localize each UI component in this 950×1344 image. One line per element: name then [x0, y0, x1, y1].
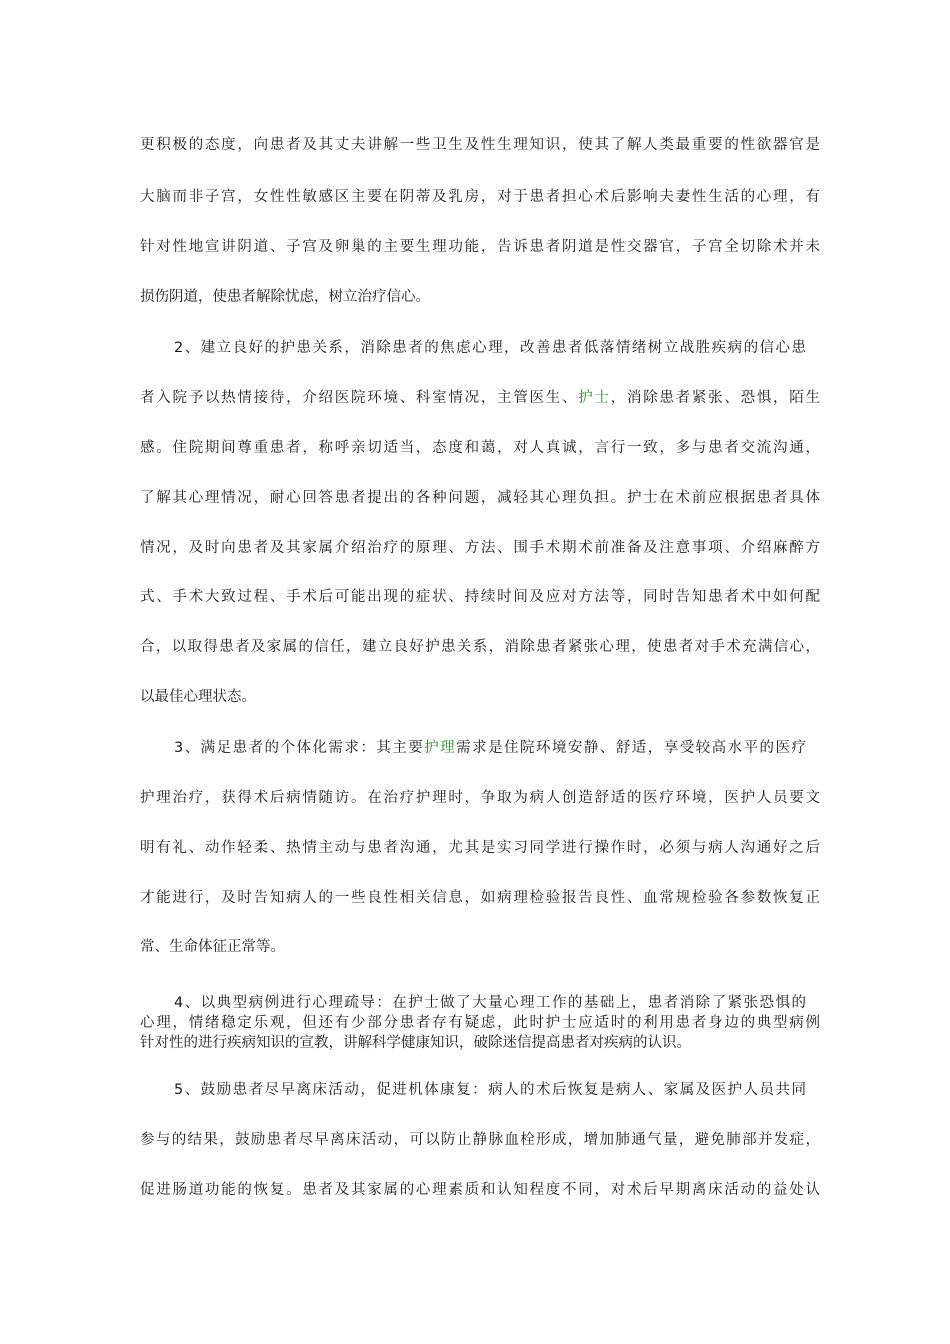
paragraph-line: 以最佳心理状态。: [140, 689, 256, 705]
text-segment: ，消除患者紧张、恐惧，陌生: [610, 390, 821, 406]
paragraph-line: 更积极的态度，向患者及其丈夫讲解一些卫生及性生理知识，使其了解人类最重要的性欲器官是: [140, 137, 820, 153]
paragraph-line: 针对性地宣讲阴道、子宫及卵巢的主要生理功能，告诉患者阴道是性交器官，子宫全切除术并未: [140, 239, 820, 255]
paragraph-line: 护理治疗，获得术后病情随访。在治疗护理时，争取为病人创造舒适的医疗环境，医护人员要文: [140, 790, 820, 806]
paragraph-line: 损伤阴道，使患者解除忧虑，树立治疗信心。: [140, 289, 430, 305]
text-segment: 3、满足患者的个体化需求：其主要: [174, 740, 425, 756]
paragraph-line: 式、手术大致过程、手术后可能出现的症状、持续时间及应对方法等，同时告知患者术中如何配: [140, 589, 820, 605]
paragraph-heading-line: 5、鼓励患者尽早离床活动，促进机体康复：病人的术后恢复是病人、家属及医护人员共同: [174, 1082, 806, 1098]
paragraph-line: 大脑而非子宫，女性性敏感区主要在阴蒂及乳房，对于患者担心术后影响夫妻性生活的心理，有: [140, 189, 820, 205]
paragraph-heading-line: 4、以典型病例进行心理疏导：在护士做了大量心理工作的基础上，患者消除了紧张恐惧的: [174, 995, 806, 1011]
paragraph-line: 促进肠道功能的恢复。患者及其家属的心理素质和认知程度不同，对术后早期离床活动的益处认: [140, 1182, 820, 1198]
paragraph-heading-line: 2、建立良好的护患关系，消除患者的焦虑心理，改善患者低落情绪树立战胜疾病的信心患: [174, 340, 806, 356]
paragraph-line: 常、生命体征正常等。: [140, 939, 285, 955]
paragraph-line: 感。住院期间尊重患者，称呼亲切适当，态度和蔼，对人真诚，言行一致，多与患者交流沟通，: [140, 440, 820, 456]
paragraph-line: 明有礼、动作轻柔、热情主动与患者沟通，尤其是实习同学进行操作时，必须与病人沟通好之后: [140, 840, 820, 856]
paragraph-line: 情况，及时向患者及其家属介绍治疗的原理、方法、围手术期术前准备及注意事项、介绍麻醉方: [140, 540, 820, 556]
nursing-link[interactable]: 护理: [424, 740, 457, 756]
paragraph-line: 针对性的进行疾病知识的宣教，讲解科学健康知识，破除迷信提高患者对疾病的认识。: [140, 1035, 691, 1051]
paragraph-heading-line: [174, 738, 806, 758]
paragraph-line: 心理，情绪稳定乐观，但还有少部分患者存有疑虑，此时护士应适时的利用患者身边的典型病例: [140, 1015, 820, 1031]
text-segment: 需求是住院环境安静、舒适，享受较高水平的医疗: [456, 740, 806, 756]
paragraph-line: 参与的结果，鼓励患者尽早离床活动，可以防止静脉血栓形成，增加肺通气量，避免肺部并发症，: [140, 1132, 820, 1148]
nurse-link[interactable]: 护士: [578, 390, 611, 406]
paragraph-line: 才能进行，及时告知病人的一些良性相关信息，如病理检验报告良性、血常规检验各参数恢复正: [140, 890, 820, 906]
paragraph-line: 合，以取得患者及家属的信任，建立良好护患关系，消除患者紧张心理，使患者对手术充满信心，: [140, 639, 820, 655]
text-segment: 者入院予以热情接待，介绍医院环境、科室情况，主管医生、: [140, 390, 579, 406]
paragraph-line: 了解其心理情况，耐心回答患者提出的各种问题，减轻其心理负担。护士在术前应根据患者具体: [140, 490, 820, 506]
paragraph-line: [140, 388, 820, 408]
